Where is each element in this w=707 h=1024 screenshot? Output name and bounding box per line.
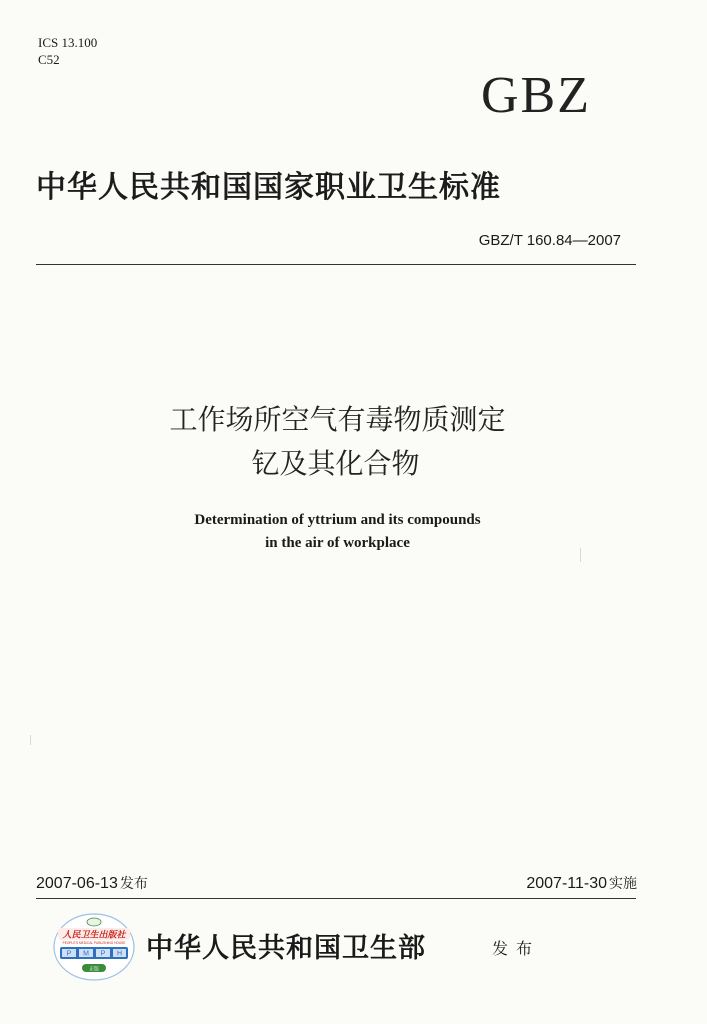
standard-mark: GBZ	[481, 67, 591, 124]
implementation-date-value: 2007-11-30	[526, 875, 607, 892]
implementation-date	[526, 874, 637, 894]
scan-mark	[580, 548, 581, 562]
standard-number: GBZ/T 160.84—2007	[478, 232, 621, 249]
scan-mark	[30, 735, 31, 745]
svg-text:M: M	[83, 950, 89, 958]
en-title-line-1: Determination of yttrium and its compounds	[194, 512, 481, 528]
cn-title-line-2: 钇及其化合物	[251, 447, 420, 480]
ics-code: ICS 13.100	[38, 35, 98, 50]
svg-text:P: P	[66, 950, 72, 958]
issue-date	[36, 874, 148, 894]
svg-text:H: H	[116, 950, 123, 958]
svg-text:人民卫生出版社: 人民卫生出版社	[62, 930, 126, 941]
svg-text:P: P	[100, 950, 106, 958]
standard-category-title: 中华人民共和国国家职业卫生标准	[36, 170, 501, 205]
ministry-issue-label: 发布	[492, 939, 541, 958]
top-divider	[36, 264, 636, 265]
en-title-line-2: in the air of workplace	[265, 535, 410, 551]
publisher-logo	[52, 912, 136, 982]
issue-date-value: 2007-06-13	[36, 875, 118, 892]
implementation-date-label: 实施	[609, 876, 637, 892]
bottom-divider	[36, 898, 636, 899]
issuing-ministry: 中华人民共和国卫生部	[146, 933, 426, 964]
issue-date-label: 发布	[119, 876, 148, 892]
cn-title-line-1: 工作场所空气有毒物质测定	[169, 403, 506, 436]
svg-text:正版: 正版	[88, 966, 100, 973]
ccs-code: C52	[38, 52, 60, 67]
svg-text:PEOPLE'S MEDICAL PUBLISHING HO: PEOPLE'S MEDICAL PUBLISHING HOUSE	[62, 941, 126, 945]
